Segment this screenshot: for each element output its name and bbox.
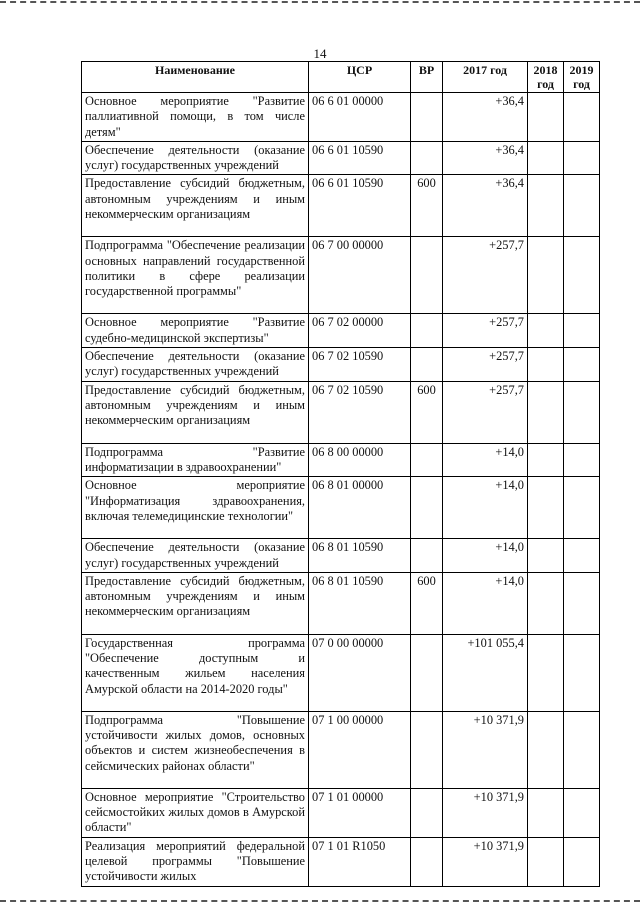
row-csr: 06 7 02 10590 (309, 381, 411, 443)
row-2018 (528, 539, 564, 573)
row-2017: +36,4 (443, 141, 528, 175)
row-2017: +14,0 (443, 572, 528, 634)
row-2018 (528, 348, 564, 382)
row-name: Реализация мероприятий федеральной целевой программы "Повышение устойчивости жилых (82, 837, 309, 886)
page-number: 14 (313, 46, 327, 61)
row-csr: 06 7 02 00000 (309, 314, 411, 348)
table-row (82, 348, 600, 382)
row-vr: 600 (411, 572, 443, 634)
table-row (82, 381, 600, 443)
row-vr (411, 141, 443, 175)
row-name: Предоставление субсидий бюджетным, автономным учреждениям и иным некоммерческим организациям (82, 381, 309, 443)
row-2019 (564, 634, 600, 711)
row-2018 (528, 141, 564, 175)
row-vr (411, 477, 443, 539)
header-2018: 2018 год (528, 62, 564, 93)
row-2018 (528, 572, 564, 634)
table-header-row (82, 62, 600, 93)
row-2019 (564, 348, 600, 382)
table-row (82, 237, 600, 314)
row-2017: +10 371,9 (443, 837, 528, 886)
row-csr: 06 7 00 00000 (309, 237, 411, 314)
row-name: Обеспечение деятельности (оказание услуг) государственных учреждений (82, 539, 309, 573)
row-name: Обеспечение деятельности (оказание услуг) государственных учреждений (82, 348, 309, 382)
row-2019 (564, 788, 600, 837)
row-2017: +14,0 (443, 477, 528, 539)
row-2019 (564, 314, 600, 348)
row-2017: +14,0 (443, 443, 528, 477)
row-name: Подпрограмма "Повышение устойчивости жилых домов, основных объектов и систем жизнеобеспечения в сейсмических районах области" (82, 711, 309, 788)
top-cut-line (0, 1, 640, 3)
row-2017: +14,0 (443, 539, 528, 573)
row-vr (411, 348, 443, 382)
row-2017: +257,7 (443, 314, 528, 348)
row-vr (411, 837, 443, 886)
table-row (82, 141, 600, 175)
bottom-cut-line (0, 900, 640, 902)
row-vr (411, 539, 443, 573)
row-csr: 06 8 00 00000 (309, 443, 411, 477)
row-2019 (564, 237, 600, 314)
row-name: Основное мероприятие "Развитие паллиативной помощи, в том числе детям" (82, 93, 309, 142)
table-row (82, 314, 600, 348)
row-vr (411, 634, 443, 711)
row-2018 (528, 634, 564, 711)
row-vr (411, 93, 443, 142)
row-2017: +257,7 (443, 381, 528, 443)
row-2019 (564, 837, 600, 886)
table-row (82, 572, 600, 634)
table-row (82, 443, 600, 477)
header-vr: ВР (411, 62, 443, 93)
row-name: Предоставление субсидий бюджетным, автономным учреждениям и иным некоммерческим организациям (82, 572, 309, 634)
row-2018 (528, 837, 564, 886)
row-csr: 06 6 01 10590 (309, 141, 411, 175)
row-2019 (564, 443, 600, 477)
budget-table (81, 61, 600, 887)
row-2018 (528, 788, 564, 837)
row-csr: 06 6 01 00000 (309, 93, 411, 142)
row-2018 (528, 237, 564, 314)
row-2018 (528, 381, 564, 443)
table-row (82, 788, 600, 837)
row-2018 (528, 711, 564, 788)
row-name: Обеспечение деятельности (оказание услуг) государственных учреждений (82, 141, 309, 175)
row-2018 (528, 443, 564, 477)
row-csr: 06 8 01 00000 (309, 477, 411, 539)
row-name: Основное мероприятие "Информатизация здравоохранения, включая телемедицинские технологии" (82, 477, 309, 539)
row-2019 (564, 711, 600, 788)
row-csr: 06 8 01 10590 (309, 572, 411, 634)
row-vr (411, 788, 443, 837)
row-csr: 07 0 00 00000 (309, 634, 411, 711)
row-2019 (564, 477, 600, 539)
table-row (82, 539, 600, 573)
row-csr: 06 7 02 10590 (309, 348, 411, 382)
row-csr: 06 8 01 10590 (309, 539, 411, 573)
row-2019 (564, 141, 600, 175)
row-name: Подпрограмма "Обеспечение реализации основных направлений государственной политики в сфере реализации государственной программы" (82, 237, 309, 314)
row-vr (411, 711, 443, 788)
row-name: Основное мероприятие "Строительство сейсмостойких жилых домов в Амурской области" (82, 788, 309, 837)
table-row (82, 837, 600, 886)
row-2018 (528, 477, 564, 539)
row-vr (411, 237, 443, 314)
row-2019 (564, 572, 600, 634)
row-csr: 07 1 01 00000 (309, 788, 411, 837)
row-2017: +36,4 (443, 175, 528, 237)
header-csr: ЦСР (309, 62, 411, 93)
header-2017: 2017 год (443, 62, 528, 93)
row-2019 (564, 381, 600, 443)
row-vr: 600 (411, 381, 443, 443)
row-2019 (564, 539, 600, 573)
row-csr: 07 1 00 00000 (309, 711, 411, 788)
row-2019 (564, 175, 600, 237)
row-2017: +10 371,9 (443, 788, 528, 837)
table-row (82, 477, 600, 539)
row-2017: +10 371,9 (443, 711, 528, 788)
row-name: Подпрограмма "Развитие информатизации в здравоохранении" (82, 443, 309, 477)
row-2018 (528, 175, 564, 237)
header-name: Наименование (82, 62, 309, 93)
row-2017: +36,4 (443, 93, 528, 142)
row-2018 (528, 314, 564, 348)
table-row (82, 93, 600, 142)
table-row (82, 634, 600, 711)
row-name: Государственная программа "Обеспечение доступным и качественным жильем населения Амурской области на 2014-2020 годы" (82, 634, 309, 711)
row-vr (411, 443, 443, 477)
header-2019: 2019 год (564, 62, 600, 93)
row-csr: 07 1 01 R1050 (309, 837, 411, 886)
row-2019 (564, 93, 600, 142)
row-vr: 600 (411, 175, 443, 237)
table-row (82, 175, 600, 237)
row-name: Предоставление субсидий бюджетным, автономным учреждениям и иным некоммерческим организациям (82, 175, 309, 237)
table-row (82, 711, 600, 788)
row-2017: +257,7 (443, 237, 528, 314)
row-2017: +101 055,4 (443, 634, 528, 711)
row-2018 (528, 93, 564, 142)
row-2017: +257,7 (443, 348, 528, 382)
row-name: Основное мероприятие "Развитие судебно-медицинской экспертизы" (82, 314, 309, 348)
row-vr (411, 314, 443, 348)
row-csr: 06 6 01 10590 (309, 175, 411, 237)
